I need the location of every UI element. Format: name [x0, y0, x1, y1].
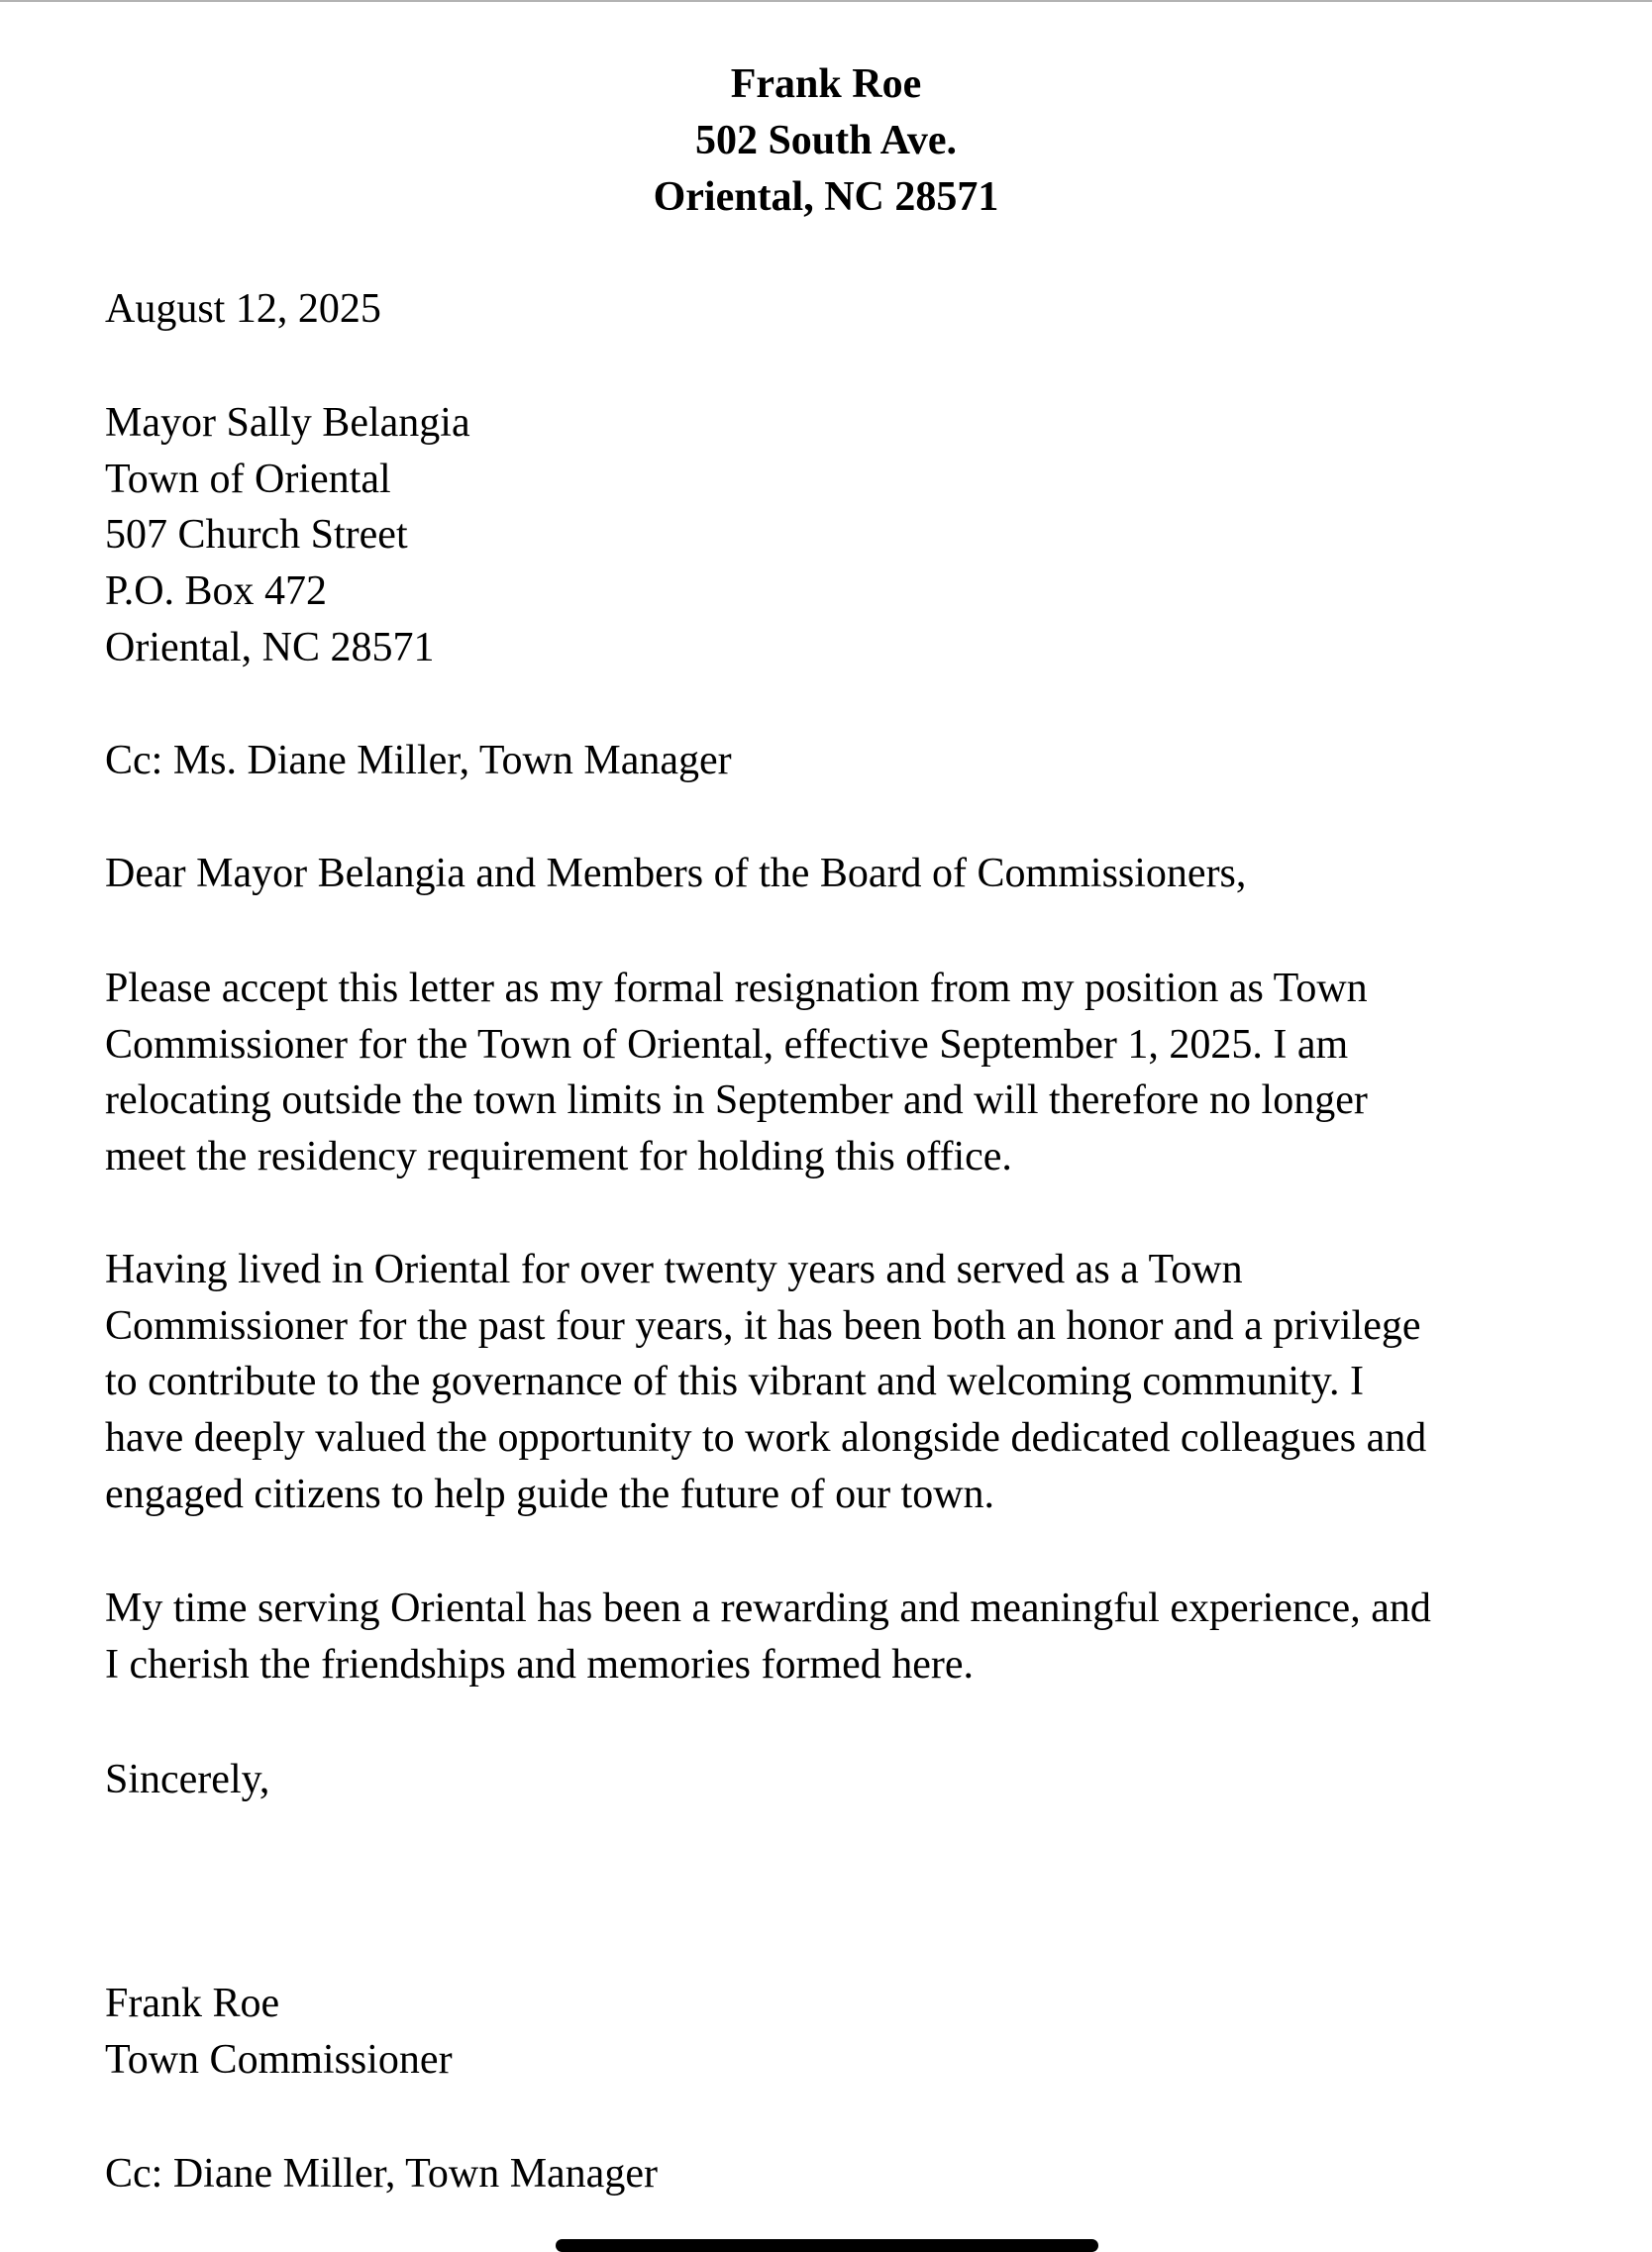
recipient-line: P.O. Box 472	[105, 568, 328, 614]
sender-name: Frank Roe	[730, 61, 922, 107]
recipient-line: Mayor Sally Belangia	[105, 400, 470, 446]
paragraph-line: My time serving Oriental has been a rewarding and meaningful experience, and	[105, 1586, 1431, 1631]
paragraph-line: to contribute to the governance of this vibrant and welcoming community. I	[105, 1359, 1364, 1404]
top-border	[0, 0, 1652, 2]
sender-street: 502 South Ave.	[694, 118, 958, 163]
paragraph-line: have deeply valued the opportunity to work alongside dedicated colleagues and	[105, 1415, 1427, 1461]
sender-city: Oriental, NC 28571	[653, 174, 999, 220]
recipient-line: 507 Church Street	[105, 512, 408, 558]
paragraph-line: Please accept this letter as my formal resignation from my position as Town	[105, 966, 1368, 1011]
paragraph-line: I cherish the friendships and memories formed here.	[105, 1642, 975, 1688]
salutation: Dear Mayor Belangia and Members of the Board of Commissioners,	[105, 851, 1247, 896]
signature-name: Frank Roe	[105, 1981, 280, 2026]
recipient-line: Town of Oriental	[105, 457, 391, 502]
paragraph-line: Having lived in Oriental for over twenty years and served as a Town	[105, 1247, 1243, 1292]
signature-title: Town Commissioner	[105, 2037, 453, 2083]
home-indicator[interactable]	[556, 2239, 1098, 2252]
paragraph-line: relocating outside the town limits in September and will therefore no longer	[105, 1077, 1368, 1123]
paragraph-line: Commissioner for the Town of Oriental, effective September 1, 2025. I am	[105, 1022, 1349, 1068]
paragraph-line: meet the residency requirement for holding this office.	[105, 1134, 1012, 1179]
paragraph-line: engaged citizens to help guide the future of our town.	[105, 1472, 995, 1517]
cc-bottom: Cc: Diane Miller, Town Manager	[105, 2151, 658, 2197]
closing: Sincerely,	[105, 1757, 270, 1802]
letter-date: August 12, 2025	[105, 286, 381, 332]
paragraph-line: Commissioner for the past four years, it has been both an honor and a privilege	[105, 1303, 1421, 1349]
recipient-line: Oriental, NC 28571	[105, 625, 435, 670]
cc-top: Cc: Ms. Diane Miller, Town Manager	[105, 738, 732, 783]
